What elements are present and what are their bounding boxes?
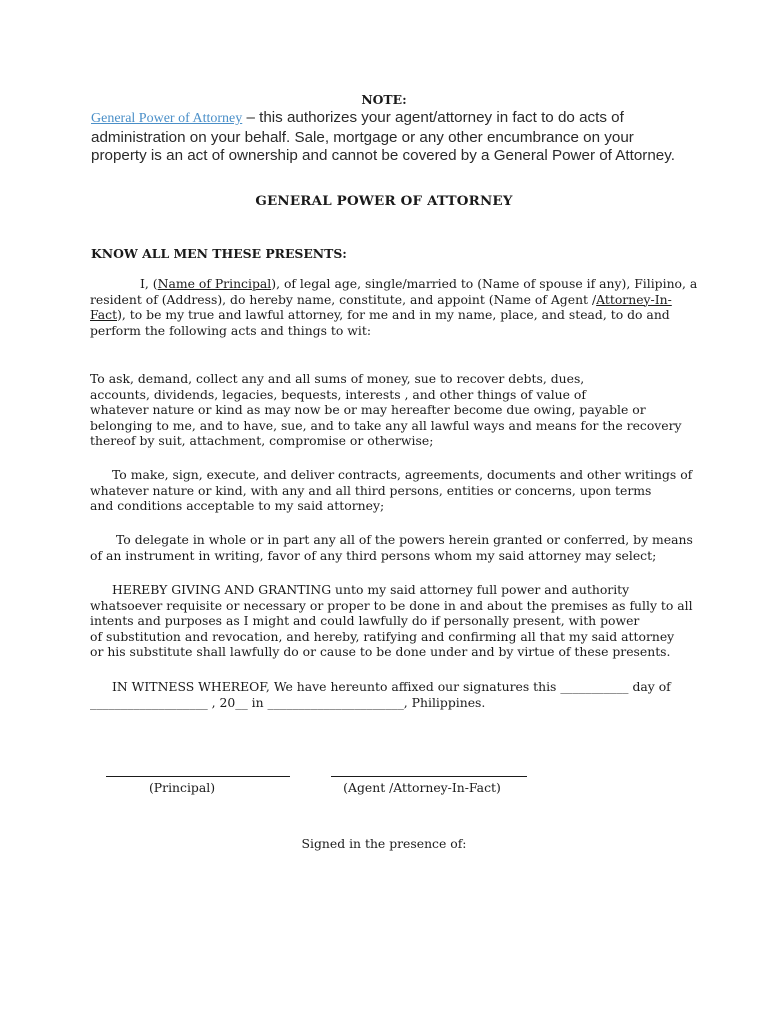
- clause-delegate: [90, 532, 693, 563]
- clause-line: intents and purposes as I might and could lawfully do if personally present, with power: [90, 613, 640, 629]
- witness-line: IN WITNESS WHEREOF, We have hereunto affixed our signatures this ___________ day of: [112, 679, 671, 694]
- clause-line: belonging to me, and to have, sue, and to take any all lawful ways and means for the recovery: [90, 417, 682, 433]
- document-title: GENERAL POWER OF ATTORNEY: [255, 193, 513, 209]
- agent-name-placeholder: Attorney-In-: [596, 291, 672, 307]
- signed-in-presence: Signed in the presence of:: [301, 836, 467, 851]
- principal-name-placeholder: Name of Principal: [157, 276, 272, 291]
- witness-line: ___________________ , 20__ in ______________________, Philippines.: [90, 694, 486, 710]
- agent-signature-label: (Agent /Attorney-In-Fact): [343, 780, 501, 795]
- clause-line: To ask, demand, collect any and all sums of money, sue to recover debts, dues,: [90, 371, 585, 386]
- note-heading: NOTE:: [361, 92, 407, 107]
- clause-line: of substitution and revocation, and hereby, ratifying and confirming all that my said attorney: [90, 628, 675, 644]
- general-power-of-attorney-link[interactable]: General Power of Attorney: [91, 111, 243, 126]
- clause-line: whatever nature or kind, with any and all third persons, entities or concerns, upon terms: [90, 482, 652, 498]
- clause-line: whatsoever requisite or necessary or proper to be done in and about the premises as fully to all: [90, 597, 693, 613]
- note-line-1: [91, 109, 691, 129]
- note-line-2: administration on your behalf. Sale, mortgage or any other encumbrance on your: [91, 128, 634, 146]
- clause-contracts: [90, 467, 693, 514]
- clause-line: whatever nature or kind as may now be or may hereafter become due owing, payable or: [90, 402, 646, 418]
- agent-signature-line: [331, 776, 527, 777]
- clause-line: or his substitute shall lawfully do or cause to be done under and by virtue of these presents.: [90, 644, 671, 660]
- clause-granting: [90, 582, 693, 660]
- intro-text: ), of legal age, single/married to (Name of spouse if any), Filipino, a: [271, 276, 698, 291]
- note-line-1-text: – this authorizes your agent/attorney in fact to do acts of: [242, 109, 624, 126]
- agent-name-placeholder: Fact: [90, 307, 118, 323]
- greeting: KNOW ALL MEN THESE PRESENTS:: [91, 246, 347, 261]
- intro-line-3: [90, 307, 690, 323]
- intro-line-2: [90, 292, 690, 308]
- intro-text: I, (: [140, 276, 158, 291]
- clause-line: of an instrument in writing, favor of any third persons whom my said attorney may select;: [90, 547, 657, 563]
- clause-line: To make, sign, execute, and deliver contracts, agreements, documents and other writings of: [112, 467, 693, 482]
- clause-line: and conditions acceptable to my said attorney;: [90, 498, 385, 514]
- principal-signature-label: (Principal): [148, 780, 216, 795]
- intro-text: ), to be my true and lawful attorney, for me and in my name, place, and stead, to do and: [117, 307, 670, 323]
- intro-paragraph: [90, 276, 698, 338]
- note-body: [91, 109, 691, 166]
- clause-line: accounts, dividends, legacies, bequests, interests , and other things of value of: [90, 386, 586, 402]
- clause-line: HEREBY GIVING AND GRANTING unto my said attorney full power and authority: [112, 582, 630, 597]
- clause-collect: [90, 371, 690, 449]
- clause-line: To delegate in whole or in part any all of the powers herein granted or conferred, by means: [116, 532, 693, 547]
- intro-text: resident of (Address), do hereby name, constitute, and appoint (Name of Agent /: [90, 291, 597, 307]
- witness-clause: [90, 679, 690, 710]
- clause-line: thereof by suit, attachment, compromise or otherwise;: [90, 433, 434, 449]
- principal-signature-line: [106, 776, 290, 777]
- note-line-3: property is an act of ownership and cannot be covered by a General Power of Attorney.: [91, 147, 675, 165]
- intro-line-1: [90, 276, 698, 292]
- intro-line-4: perform the following acts and things to wit:: [90, 322, 371, 338]
